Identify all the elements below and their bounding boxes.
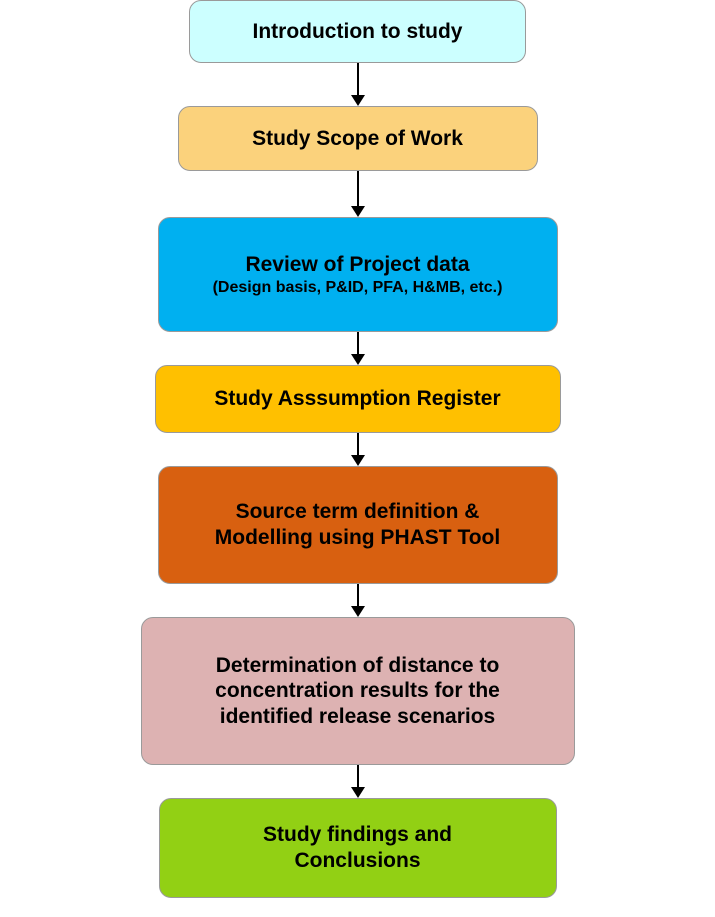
flow-node-review (158, 217, 558, 332)
flow-node-source-term-line-1: Source term definition & (235, 500, 480, 524)
flow-node-assumption (155, 365, 561, 433)
flow-node-findings-line-2: Conclusions (294, 849, 421, 872)
connector-source-term-to-determination (347, 584, 369, 617)
flow-node-findings-line-1: Study findings and (263, 823, 452, 847)
connector-shaft (357, 584, 359, 606)
arrowhead-down-icon (351, 95, 365, 106)
arrowhead-down-icon (351, 354, 365, 365)
flow-node-source-term (158, 466, 558, 584)
connector-shaft (357, 433, 359, 455)
connector-shaft (357, 63, 359, 95)
flow-node-review-line-2: (Design basis, P&ID, PFA, H&MB, etc.) (212, 278, 503, 296)
flow-node-assumption-line-1: Study Asssumption Register (214, 387, 501, 411)
flow-node-determination-line-1: Determination of distance to (215, 653, 500, 677)
flow-node-determination-line-2: concentration results for the (215, 679, 500, 703)
connector-shaft (357, 171, 359, 206)
flow-node-determination-line-3: identified release scenarios (219, 704, 496, 728)
flow-node-intro-line-1: Introduction to study (252, 19, 463, 43)
flow-node-source-term-line-2: Modelling using PHAST Tool (214, 526, 501, 549)
flow-node-scope-line-1: Study Scope of Work (252, 126, 463, 150)
flow-node-findings (159, 798, 557, 898)
connector-intro-to-scope (347, 63, 369, 106)
flow-node-intro (189, 0, 526, 63)
connector-determination-to-findings (347, 765, 369, 798)
connector-review-to-assumption (347, 332, 369, 365)
flow-node-scope (178, 106, 538, 171)
arrowhead-down-icon (351, 787, 365, 798)
arrowhead-down-icon (351, 206, 365, 217)
connector-assumption-to-source-term (347, 433, 369, 466)
flow-node-review-line-1: Review of Project data (245, 252, 470, 276)
arrowhead-down-icon (351, 606, 365, 617)
arrowhead-down-icon (351, 455, 365, 466)
connector-scope-to-review (347, 171, 369, 217)
connector-shaft (357, 332, 359, 354)
flow-node-determination (141, 617, 575, 765)
connector-shaft (357, 765, 359, 787)
